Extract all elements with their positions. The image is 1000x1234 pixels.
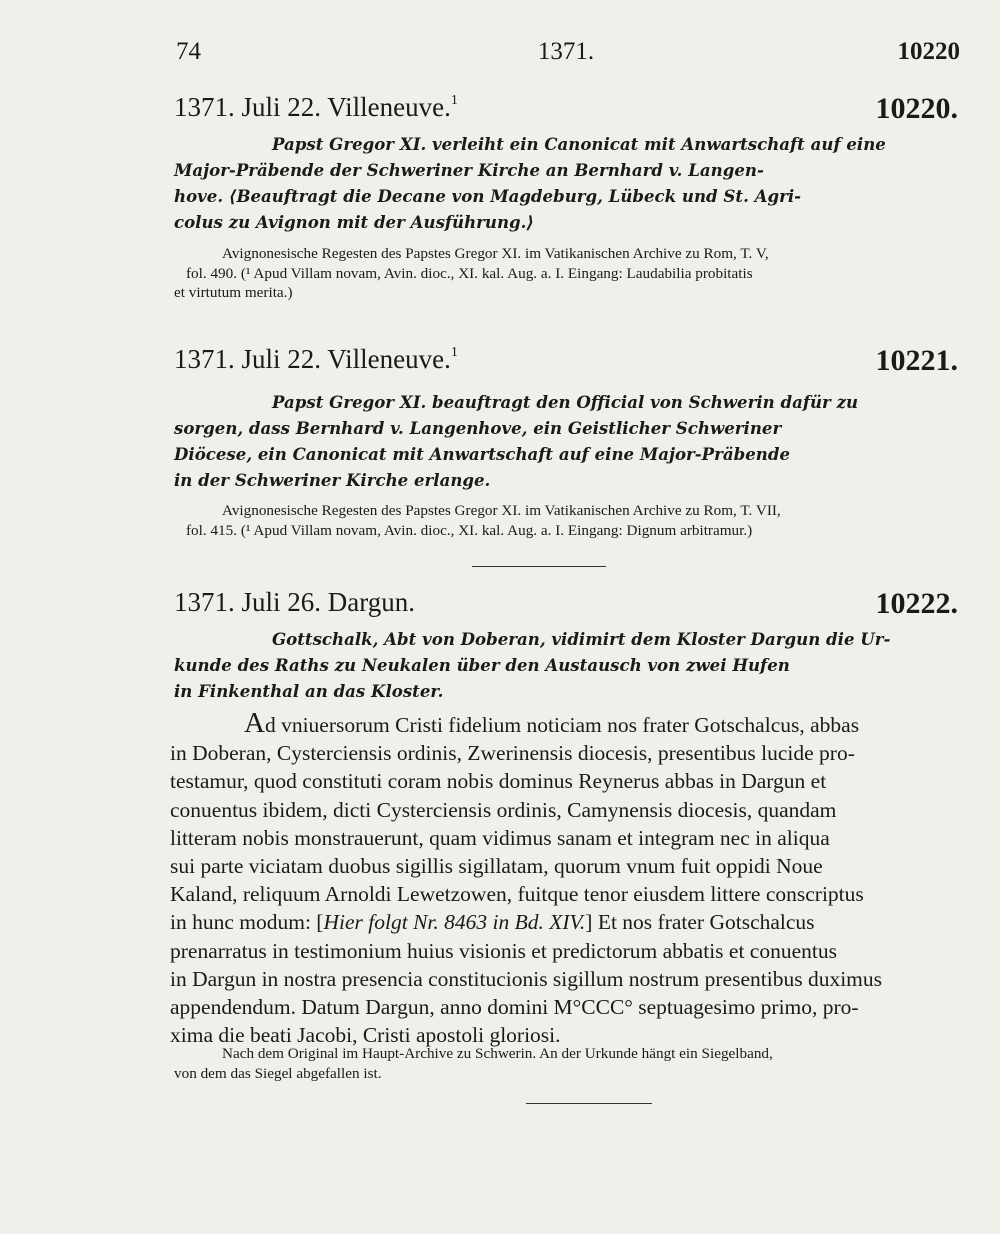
entry-summary: Papst Gregor XI. beauftragt den Official von Schwerin dafür zu sorgen, dass Bernhard v. Langenhove, ein Geistlicher Schweriner Diöcese, ein Canonicat mit Anwartschaft auf eine Major-Präbende in der Schweriner Kirche erlange.: [174, 392, 859, 490]
entry-heading: [174, 344, 958, 380]
running-entry-number: 10220: [897, 38, 960, 65]
source-note: Avignonesische Regesten des Papstes Gregor XI. im Vatikanischen Archive zu Rom, T. VII, fol. 415. (¹ Apud Villam novam, Avin. dioc., XI. kal. Aug. a. I. Eingang: Dignum arbitramur.): [186, 502, 781, 539]
section-divider: [526, 1103, 652, 1104]
initial-letter: A: [244, 707, 265, 739]
entry-summary: Gottschalk, Abt von Doberan, vidimirt dem Kloster Dargun die Ur- kunde des Raths zu Neukalen über den Austausch von zwei Hufen in Finkenthal an das Kloster.: [174, 629, 891, 701]
entry-heading: [174, 587, 958, 623]
section-divider: [472, 566, 606, 567]
entry-date: 1371. Juli 22. Villeneuve.$^1$: [174, 92, 458, 122]
source-note: Avignonesische Regesten des Papstes Gregor XI. im Vatikanischen Archive zu Rom, T. V, fol. 490. (¹ Apud Villam novam, Avin. dioc., XI. kal. Aug. a. I. Eingang: Laudabilia probitatis et virtutum merita.): [174, 245, 769, 301]
entry-date: 1371. Juli 26. Dargun.: [174, 587, 415, 617]
charter-text: Ad vniuersorum Cristi fidelium noticiam nos frater Gotschalcus, abbas in Doberan, Cysterciensis ordinis, Zwerinensis diocesis, presentibus lucide pro- testamur, quod constituti coram nobis dominus Reynerus abbas in Dargun et conuentus ibidem, dicti Cysterciensis ordinis, Camynensis diocesis, quandam litteram nobis monstrauerunt, quam vidimus sanam et integram nec in aliqua sui parte viciatam duobus sigillis sigillatam, quorum vnum fuit oppidi Noue Kaland, reliquum Arnoldi Lewetzowen, fuitque tenor eiusdem littere conscriptus in hunc modum: [Hier folgt Nr. 8463 in Bd. XIV.] Et nos frater Gotschalcus prenarratus in testimonium huius visionis et predictorum abbatis et conuentus in Dargun in nostra presencia constitucionis sigillum nostrum presentibus duximus appendendum. Datum Dargun, anno domini M°CCC° septuagesimo primo, pro- xima die beati Jacobi, Cristi apostoli gloriosi.: [170, 707, 883, 1048]
running-year: 1371.: [537, 38, 595, 65]
source-note: Nach dem Original im Haupt-Archive zu Schwerin. An der Urkunde hängt ein Siegelband, von dem das Siegel abgefallen ist.: [174, 1045, 773, 1082]
editorial-note: Hier folgt Nr. 8463 in Bd. XIV.: [323, 910, 586, 935]
entry-heading: [174, 92, 958, 128]
entry-date: 1371. Juli 22. Villeneuve.$^1$: [174, 344, 458, 374]
entry-number: 10220.: [875, 92, 958, 125]
entry-number: 10222.: [875, 587, 958, 620]
page-number: 74: [176, 38, 201, 65]
entry-number: 10221.: [875, 344, 958, 377]
entry-summary: Papst Gregor XI. verleiht ein Canonicat mit Anwartschaft auf eine Major-Präbende der Schweriner Kirche an Bernhard v. Langen- hove. ⟨Beauftragt die Decane von Magdeburg, Lübeck und St. Agri- colus zu Avignon mit der Ausführung.⟩: [174, 134, 886, 232]
running-head: [172, 38, 960, 70]
